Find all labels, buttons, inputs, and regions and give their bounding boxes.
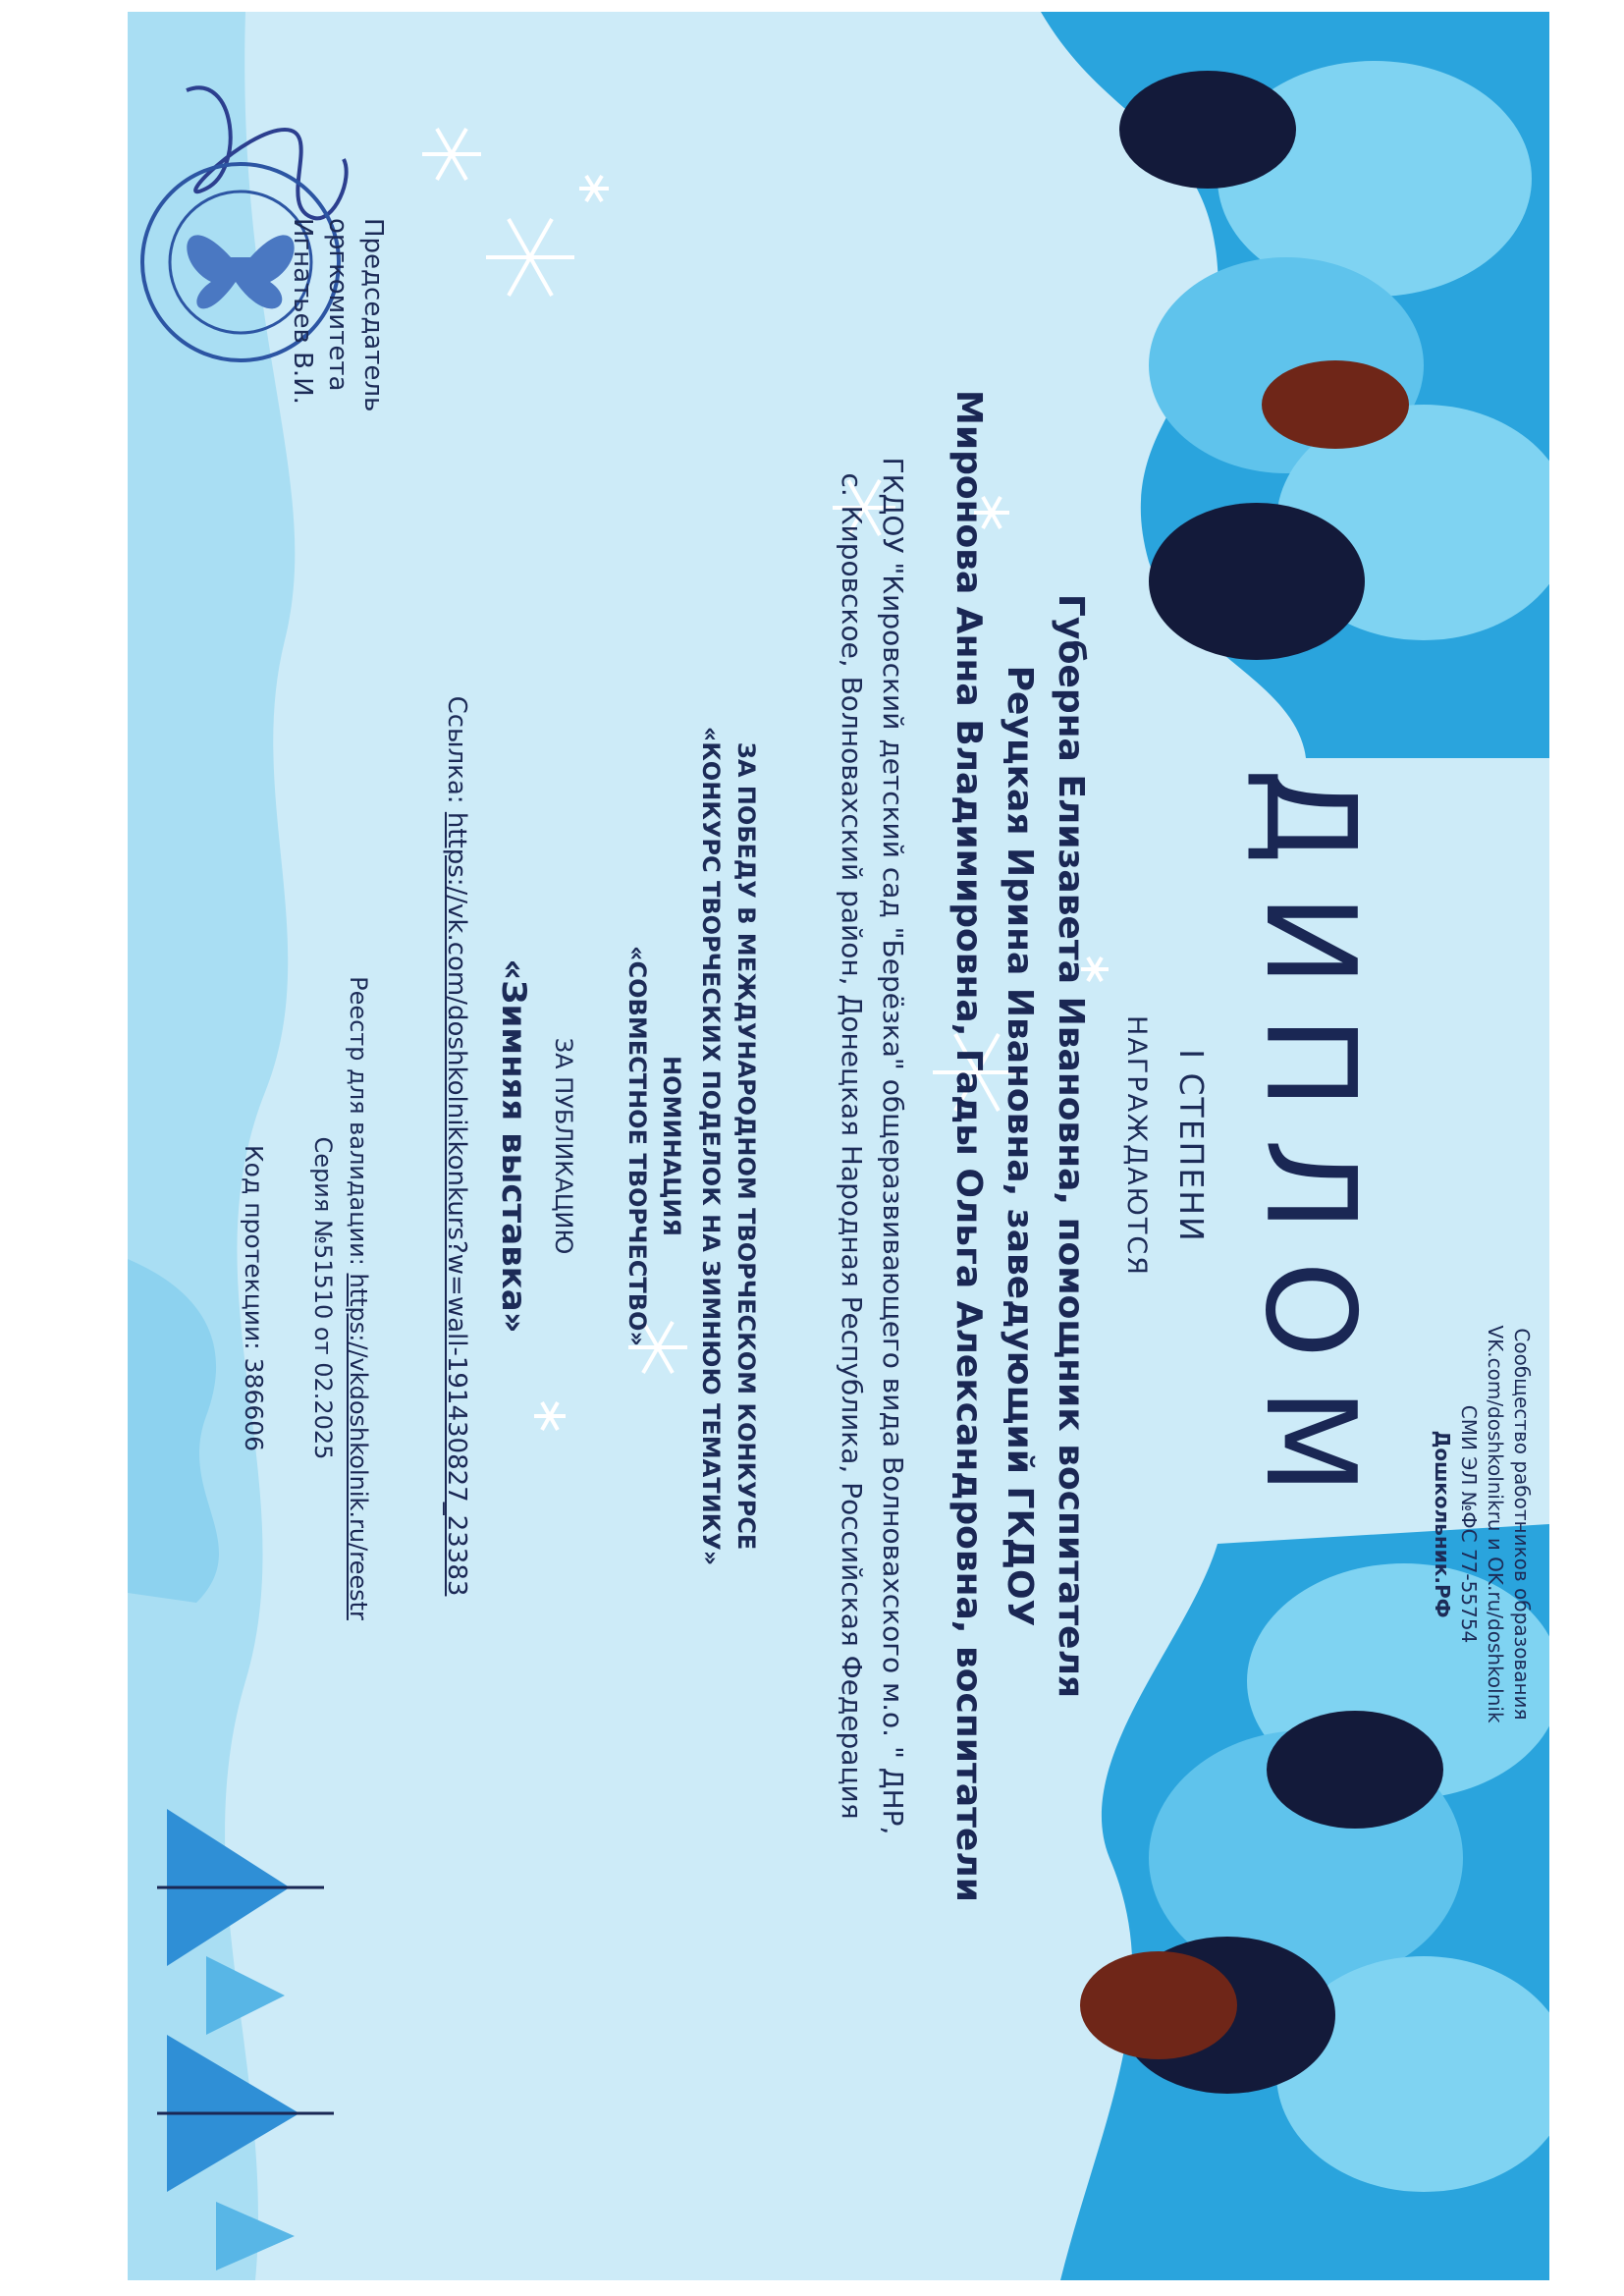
organizer-line: VK.com/doshkolnikru и OK.ru/doshkolnik <box>1484 1325 1507 1723</box>
registry-series: Серия №51510 от 02.2025 <box>309 1136 337 1460</box>
protection-code: 386606 <box>240 1357 268 1452</box>
rotated-text-layer <box>128 12 1549 2280</box>
signer-role: Председатель <box>358 218 388 412</box>
protection-label: Код протекции: <box>240 1144 268 1350</box>
publication-link-row <box>442 12 471 2280</box>
protection-code-row <box>240 758 268 1838</box>
signer-role: оргкомитета <box>323 218 352 392</box>
contest-line: ЗА ПОБЕДУ В МЕЖДУНАРОДНОМ ТВОРЧЕСКОМ КОНКУРСЕ <box>732 741 760 1551</box>
organizer-site: Дошкольник.РФ <box>1431 1430 1454 1618</box>
organizer-line: СМИ ЭЛ №ФС 77-55754 <box>1457 1404 1481 1644</box>
signature-block <box>285 218 391 709</box>
recipient: Реуцкая Ирина Ивановна, заведующий ГКДОУ <box>1000 665 1040 1627</box>
organizer-block <box>1429 1171 1535 1878</box>
publication-label: ЗА ПУБЛИКАЦИЮ <box>550 1037 577 1255</box>
link-label: Ссылка: <box>442 695 471 804</box>
recipient: Миронова Анна Владимировна, Гады Ольга Александровна, воспитатели <box>948 390 989 1902</box>
registry-block <box>305 758 376 1838</box>
diploma-degree: I СТЕПЕНИ <box>1172 1049 1211 1243</box>
organizer-line: Сообщество работников образования <box>1510 1328 1534 1721</box>
contest <box>693 12 764 2280</box>
institution <box>831 12 913 2280</box>
registry-label: Реестр для валидации: <box>345 976 372 1266</box>
recipients-list <box>943 12 1096 2280</box>
recipient: Губерна Елизавета Ивановна, помощник воспитателя <box>1051 593 1091 1699</box>
nomination-label: НОМИНАЦИЯ <box>658 1056 685 1236</box>
publication-link[interactable]: https://vk.com/doshkolnikkonkurs?w=wall-191430827_23383 <box>442 811 471 1597</box>
registry-link[interactable]: https://vkdoshkolnik.ru/reestr <box>345 1273 372 1620</box>
awarded-label: НАГРАЖДАЮТСЯ <box>1121 1015 1152 1277</box>
publication-title: «Зимняя выставка» <box>494 958 533 1334</box>
signer-name: Игнатьев В.И. <box>288 218 317 405</box>
diploma-title: ДИПЛОМ <box>1238 767 1382 1525</box>
institution-line: с. Кировское, Волновахский район, Донецкая Народная Республика, Российская Федерация <box>836 472 868 1820</box>
nomination: «СОВМЕСТНОЕ ТВОРЧЕСТВО» <box>623 946 651 1346</box>
contest-name: «КОНКУРС ТВОРЧЕСКИХ ПОДЕЛОК НА ЗИМНЮЮ ТЕМАТИКУ» <box>697 726 725 1566</box>
institution-line: ГКДОУ "Кировский детский сад "Берёзка" общеразвивающего вида Волновахского м.о. " ДНР, <box>877 457 909 1835</box>
